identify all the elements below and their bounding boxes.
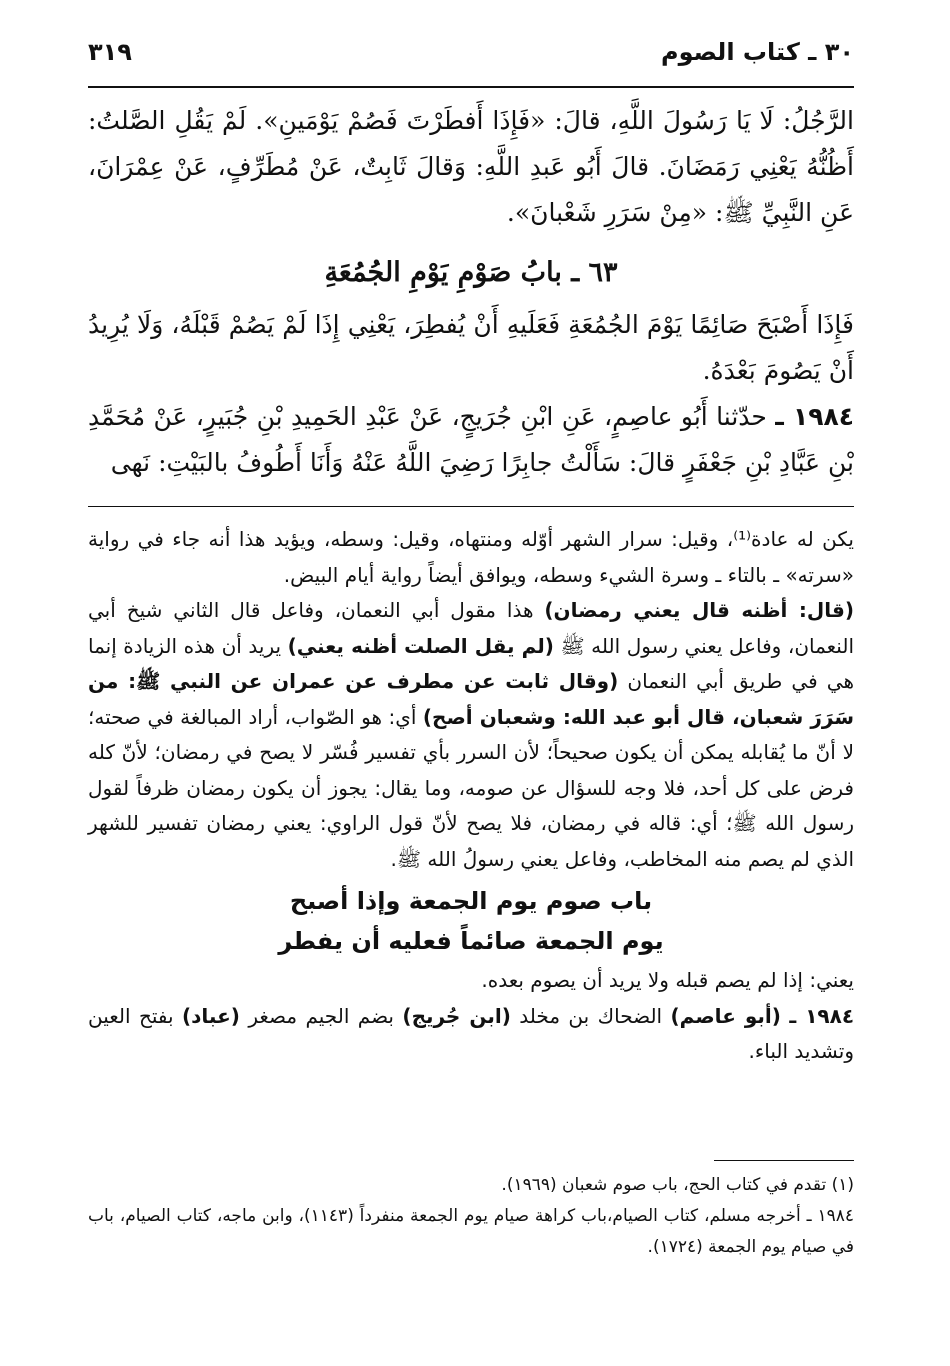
hadith-number: ١٩٨٤ ـ — [775, 402, 855, 431]
chapter-heading: ٦٣ ـ بابُ صَوْمِ يَوْمِ الجُمُعَةِ — [324, 257, 618, 288]
commentary-paragraph — [88, 999, 854, 1070]
commentary-text: هذا مقول أبي النعمان، وفاعل قال الثاني شيخ أبي النعمان، وفاعل يعني رسول الله ﷺ — [88, 598, 854, 658]
commentary-paragraph: يكن له عادة⁽¹⁾، وقيل: سرار الشهر أوّله ومنتهاه، وقيل: وسطه، ويؤيد هذا أنه جاء في رواية «سرته» ـ بالتاء ـ وسرة الشيء وسطه، ويوافق أيضاً رواية أيام البيض. — [88, 527, 854, 587]
main-paragraph: فَإِذَا أَصْبَحَ صَائِمًا يَوْمَ الجُمُعَةِ فَعَلَيهِ أَنْ يُفطِرَ، يَعْنِي إِذَا لَمْ يَصُمْ قَبْلَهُ، وَلَا يُرِيدُ أَنْ يَصُومَ بَعْدَهُ. — [88, 310, 854, 385]
hadith-number: ١٩٨٤ ـ — [789, 1003, 855, 1028]
commentary-text: بفتح العين وتشديد الباء. — [88, 1003, 854, 1063]
page-number: ٣١٩ — [88, 38, 132, 66]
main-paragraph: الرَّجُلُ: لَا يَا رَسُولَ اللَّهِ، قالَ: «فَإِذَا أَفطَرْتَ فَصُمْ يَوْمَينِ». لَمْ يَقُلِ الصَّلتُ: أَظُنُّهُ يَعْنِي رَمَضَانَ. قالَ أَبُو عَبدِ اللَّهِ: وَقالَ ثَابِتٌ، عَنْ مُطَرِّفٍ، عَنْ عِمْرَانَ، عَنِ النَّبِيِّ ﷺ: «مِنْ سَرَرِ شَعْبانَ». — [88, 106, 854, 227]
quoted-phrase: (أبو عاصم) — [670, 1003, 781, 1028]
commentary-paragraph — [88, 593, 854, 877]
commentary-heading-line: باب صوم يوم الجمعة وإذا أصبح — [289, 887, 653, 915]
main-text — [88, 98, 854, 486]
quoted-phrase: (لم يقل الصلت أظنه يعني) — [287, 633, 554, 658]
hadith-paragraph — [88, 394, 854, 486]
commentary-heading — [88, 881, 854, 961]
quoted-phrase: (وقال ثابت عن مطرف عن عمران عن النبي ﷺ: من سَرَرَ شعبان، قال أبو عبد الله: وشعبان أصح) — [88, 669, 855, 729]
commentary-heading-line: يوم الجمعة صائماً فعليه أن يفطر — [278, 927, 664, 955]
quoted-phrase: (عباد) — [182, 1003, 240, 1028]
commentary-paragraph: يعني: إذا لم يصم قبله ولا يريد أن يصوم بعده. — [481, 968, 854, 992]
commentary-text: بضم الجيم مصغر — [239, 1003, 403, 1028]
quoted-phrase: (ابن جُريج) — [402, 1003, 511, 1028]
commentary-text: الضحاك بن مخلد — [510, 1003, 671, 1028]
footnote: (١) تقدم في كتاب الحج، باب صوم شعبان (١٩٦٩). — [501, 1175, 854, 1195]
commentary-text: أي: هو الصّواب، أراد المبالغة في صحته؛ لا أنّ ما يُقابله يمكن أن يكون صحيحاً؛ لأن السرر بأي تفسير فُسّر لا يصح في رمضان؛ لأنّ كله فرض على كل أحد، فلا وجه للسؤال عن صومه، وما يقال: يجوز أن يكون رمضان ظرفاً لقول رسول الله ﷺ؛ أي: قاله في رمضان، فلا يصح لأنّ قول الراوي: يعني رمضان تفسير للشهر الذي لم يصم منه المخاطب، وفاعل يعني رسولُ الله ﷺ. — [88, 704, 854, 871]
page-header — [88, 36, 854, 86]
header-rule — [88, 86, 854, 88]
quoted-phrase: (قال: أظنه قال يعني رمضان) — [544, 598, 854, 622]
commentary — [88, 522, 854, 1070]
footnotes — [88, 1170, 854, 1263]
footnote-rule — [714, 1160, 854, 1161]
text-separator — [88, 506, 854, 507]
footnote: ١٩٨٤ ـ أخرجه مسلم، كتاب الصيام،باب كراهة صيام يوم الجمعة منفرداً (١١٤٣)، وابن ماجه، كتاب الصيام، باب في صيام يوم الجمعة (١٧٢٤). — [88, 1206, 854, 1257]
commentary-text: يريد أن هذه الزيادة إنما هي في طريق أبي النعمان — [88, 633, 854, 693]
running-chapter-title: ٣٠ ـ كتاب الصوم — [661, 38, 854, 66]
hadith-text: حدّثنا أَبُو عاصِمٍ، عَنِ ابْنِ جُرَيجٍ، عَنْ عَبْدِ الحَمِيدِ بْنِ جُبَيرٍ، عَنْ مُحَمَّدِ بْنِ عَبَّادِ بْنِ جَعْفَرٍ قالَ: سَأَلْتُ جابِرًا رَضِيَ اللَّهُ عَنْهُ وَأَنَا أَطُوفُ بالبَيْتِ: نَهى — [88, 402, 854, 477]
